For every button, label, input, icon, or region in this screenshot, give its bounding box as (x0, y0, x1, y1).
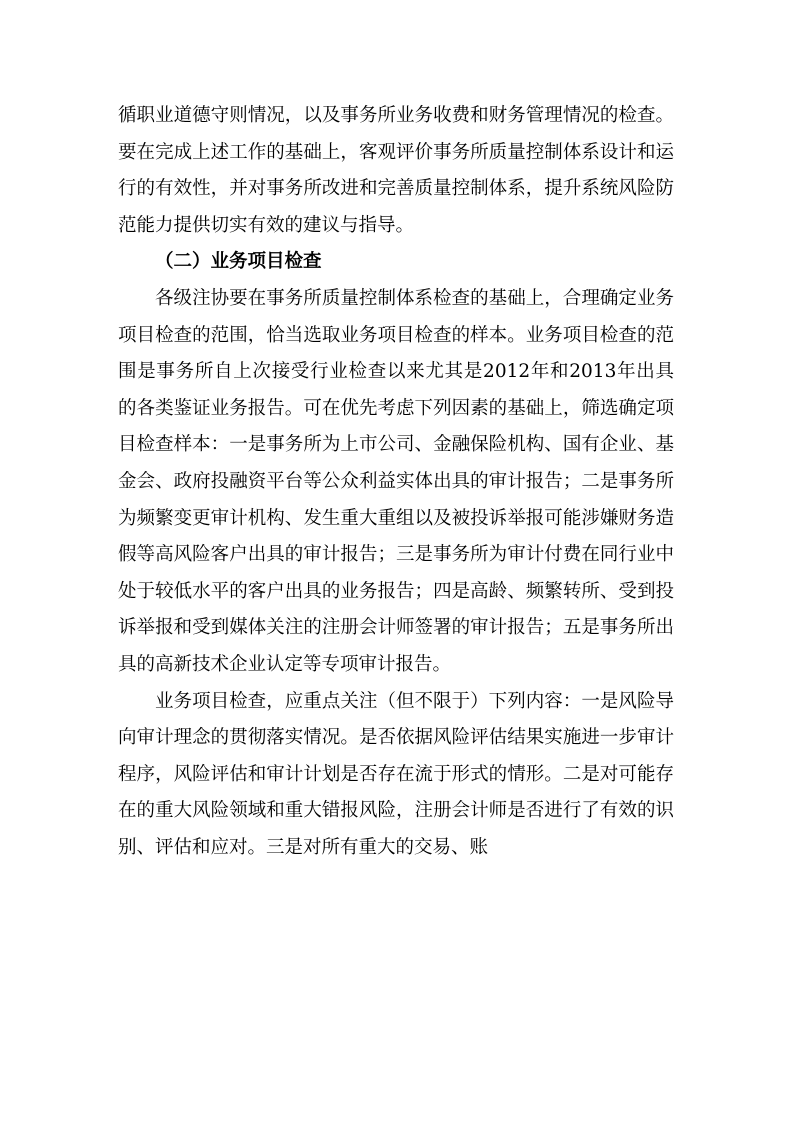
document-body (118, 98, 674, 866)
paragraph-focus: 业务项目检查，应重点关注（但不限于）下列内容：一是风险导向审计理念的贯彻落实情况。是否依据风险评估结果实施进一步审计程序，风险评估和审计计划是否存在流于形式的情形。二是对可能存在的重大风险领域和重大错报风险，注册会计师是否进行了有效的识别、评估和应对。三是对所有重大的交易、账 (118, 690, 674, 858)
paragraph-scope: 各级注协要在事务所质量控制体系检查的基础上，合理确定业务项目检查的范围，恰当选取业务项目检查的样本。业务项目检查的范围是事务所自上次接受行业检查以来尤其是2012年和2013年出具的各类鉴证业务报告。可在优先考虑下列因素的基础上，筛选确定项目检查样本：一是事务所为上市公司、金融保险机构、国有企业、基金会、政府投融资平台等公众利益实体出具的审计报告；二是事务所为频繁变更审计机构、发生重大重组以及被投诉举报可能涉嫌财务造假等高风险客户出具的审计报告；三是事务所为审计付费在同行业中处于较低水平的客户出具的业务报告；四是高龄、频繁转所、受到投诉举报和受到媒体关注的注册会计师签署的审计报告；五是事务所出具的高新技术企业认定等专项审计报告。 (118, 287, 674, 675)
section-heading: （二）业务项目检查 (155, 251, 322, 273)
paragraph-continuation: 循职业道德守则情况，以及事务所业务收费和财务管理情况的检查。要在完成上述工作的基础上，客观评价事务所质量控制体系设计和运行的有效性，并对事务所改进和完善质量控制体系，提升系统风险防范能力提供切实有效的建议与指导。 (118, 105, 674, 236)
